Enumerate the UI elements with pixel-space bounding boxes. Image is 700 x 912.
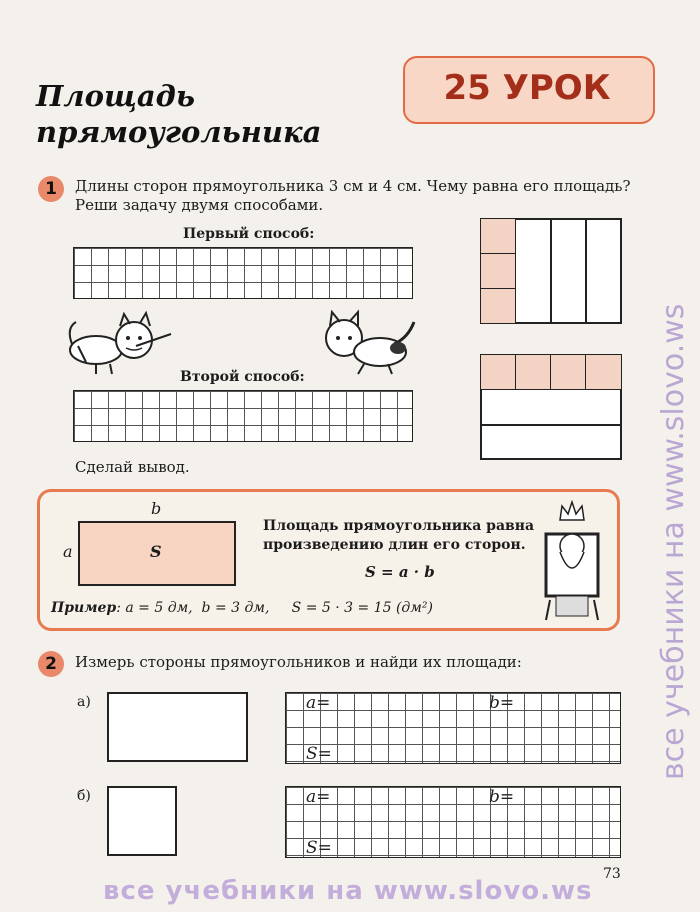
answer-grid-a[interactable] [285,692,621,764]
method-1-label: Первый способ: [183,226,315,242]
task-2-number: 2 [38,651,64,677]
rectangle-b [107,786,177,856]
rule-statement-line1: Площадь прямоугольника равна [263,518,535,534]
grid-a-label-b: b= [489,693,515,713]
rectangle-a [107,692,248,762]
grid-a-label-s: S= [306,744,332,764]
grid-b-label-a: a= [306,787,331,807]
diagram-columns [480,218,622,324]
rule-example [51,600,433,616]
diagram-rows [480,354,622,460]
grid-b-label-b: b= [489,787,515,807]
page-number: 73 [603,866,621,882]
rule-example-text: : a = 5 дм, b = 3 дм, S = 5 · 3 = 15 (дм²) [116,600,433,616]
page-title-line2: прямоугольника [36,115,322,149]
king-illustration [536,500,608,622]
task-2-text: Измерь стороны прямоугольников и найди их площади: [75,653,522,671]
watermark-vertical: все учебники на www.slovo.ws [656,303,691,780]
task-1-text-line1: Длины сторон прямоугольника 3 см и 4 см. Чему равна его площадь? [75,177,631,195]
answer-grid-method-1[interactable] [73,247,413,299]
grid-b-label-s: S= [306,838,332,858]
rule-label-a: a [63,542,73,561]
page-title-line1: Площадь [36,79,195,113]
lesson-label: 25 УРОК [443,68,611,108]
conclusion-label: Сделай вывод. [75,458,190,476]
task-1-text-line2: Реши задачу двумя способами. [75,196,324,214]
rule-example-label: Пример [51,600,117,616]
cat-right-illustration [318,308,422,378]
answer-grid-method-2[interactable] [73,390,413,442]
task-1-number: 1 [38,176,64,202]
watermark-bottom: все учебники на www.slovo.ws [103,876,593,906]
rule-statement-line2: произведению длин его сторон. [263,537,526,553]
method-2-label: Второй способ: [180,369,305,385]
rule-label-b: b [151,499,162,518]
item-b-label: б) [77,788,91,804]
cat-left-illustration [66,308,176,380]
item-a-label: а) [77,694,91,710]
rule-label-S: S [150,542,162,561]
grid-a-label-a: a= [306,693,331,713]
rule-formula: S = a · b [365,563,435,581]
answer-grid-b[interactable] [285,786,621,858]
